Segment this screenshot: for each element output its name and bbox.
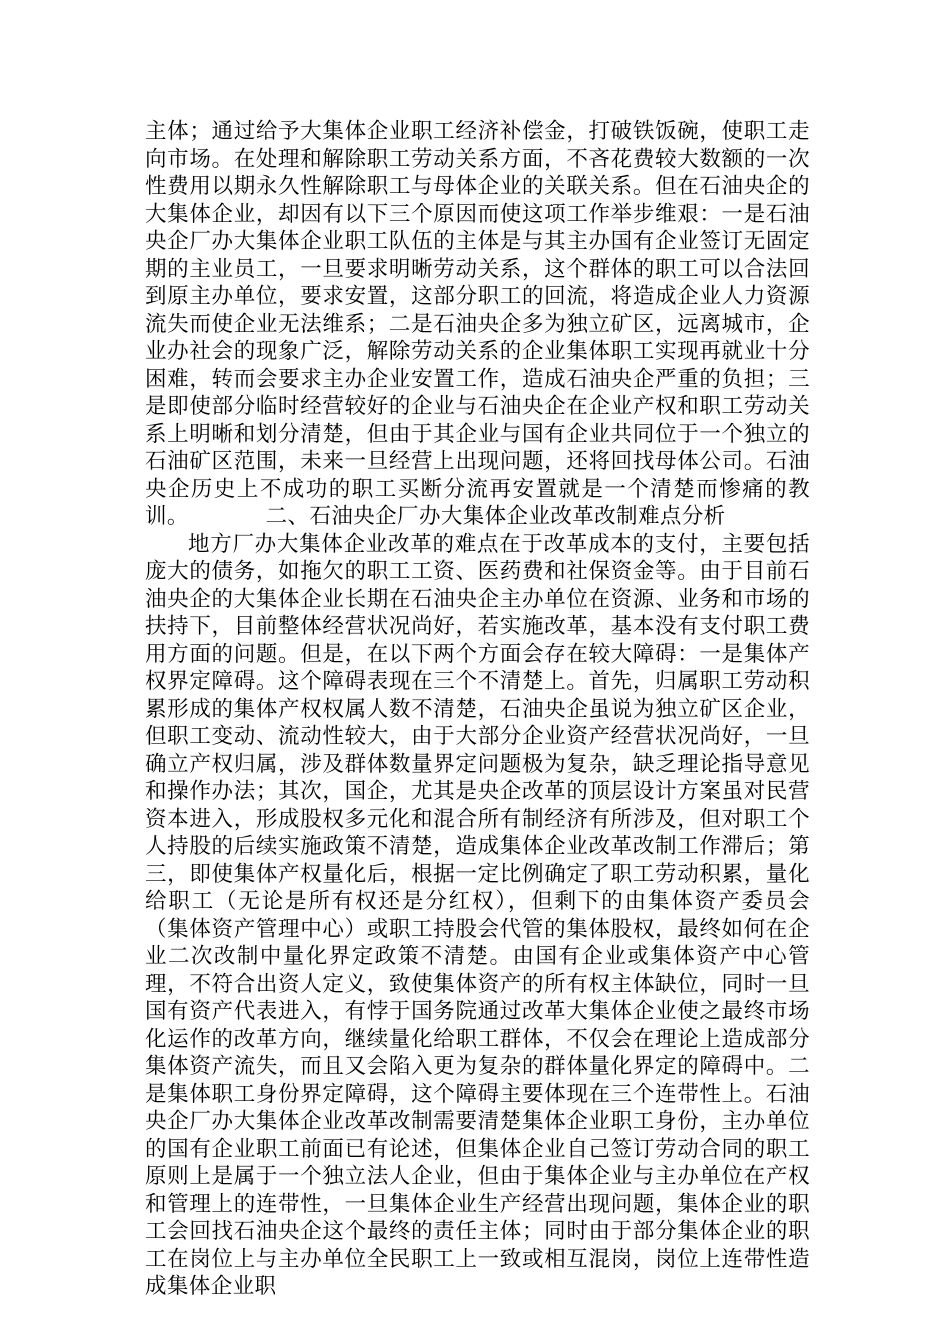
body-paragraph-1: 主体；通过给予大集体企业职工经济补偿金，打破铁饭碗，使职工走向市场。在处理和解除职工劳动关系方面，不吝花费较大数额的一次性费用以期永久性解除职工与母体企业的关联关系。但在石油央企的大集体企业，却因有以下三个原因而使这项工作举步维艰：一是石油央企厂办大集体企业职工队伍的主体是与其主办国有企业签订无固定期的主业员工，一旦要求明晰劳动关系，这个群体的职工可以合法回到原主办单位，要求安置，这部分职工的回流，将造成企业人力资源流失而使企业无法维系；二是石油央企多为独立矿区，远离城市，企业办社会的现象广泛，解除劳动关系的企业集体职工实现再就业十分困难，转而会要求主办企业安置工作，造成石油央企严重的负担；三是即使部分临时经营较好的企业与石油央企在企业产权和职工劳动关系上明晰和划分清楚，但由于其企业与国有企业共同位于一个独立的石油矿区范围，未来一旦经营上出现问题，还将回找母体公司。石油央企历史上不成功的职工买断分流再安置就是一个清楚而惨痛的教训。 二、石油央企厂办大集体企业改革改制难点分析: [145, 119, 810, 529]
document-page: [145, 118, 810, 1301]
body-paragraph-2: 地方厂办大集体企业改革的难点在于改革成本的支付，主要包括庞大的债务，如拖欠的职工工资、医药费和社保资金等。由于目前石油央企的大集体企业长期在石油央企主办单位在资源、业务和市场的扶持下，目前整体经营状况尚好，若实施改革，基本没有支付职工费用方面的问题。但是，在以下两个方面会存在较大障碍：一是集体产权界定障碍。这个障碍表现在三个不清楚上。首先，归属职工劳动积累形成的集体产权权属人数不清楚，石油央企虽说为独立矿区企业，但职工变动、流动性较大，由于大部分企业资产经营状况尚好，一旦确立产权归属，涉及群体数量界定问题极为复杂，缺乏理论指导意见和操作办法；其次，国企，尤其是央企改革的顶层设计方案虽对民营资本进入，形成股权多元化和混合所有制经济有所涉及，但对职工个人持股的后续实施政策不清楚，造成集体企业改革改制工作滞后；第三，即使集体产权量化后，根据一定比例确定了职工劳动积累，量化给职工（无论是所有权还是分红权），但剩下的由集体资产委员会（集体资产管理中心）或职工持股会代管的集体股权，最终如何在企业二次改制中量化界定政策不清楚。由国有企业或集体资产中心管理，不符合出资人定义，致使集体资产的所有权主体缺位，同时一旦国有资产代表进入，有悖于国务院通过改革大集体企业使之最终市场化运作的改革方向，继续量化给职工群体，不仅会在理论上造成部分集体资产流失，而且又会陷入更为复杂的群体量化界定的障碍中。二是集体职工身份界定障碍，这个障碍主要体现在三个连带性上。石油央企厂办大集体企业改革改制需要清楚集体企业职工身份，主办单位的国有企业职工前面已有论述，但集体企业自己签订劳动合同的职工原则上是属于一个独立法人企业，但由于集体企业与主办单位在产权和管理上的连带性，一旦集体企业生产经营出现问题，集体企业的职工会回找石油央企这个最终的责任主体；同时由于部分集体企业的职工在岗位上与主办单位全民职工上一致或相互混岗，岗位上连带性造成集体企业职: [145, 531, 810, 1299]
